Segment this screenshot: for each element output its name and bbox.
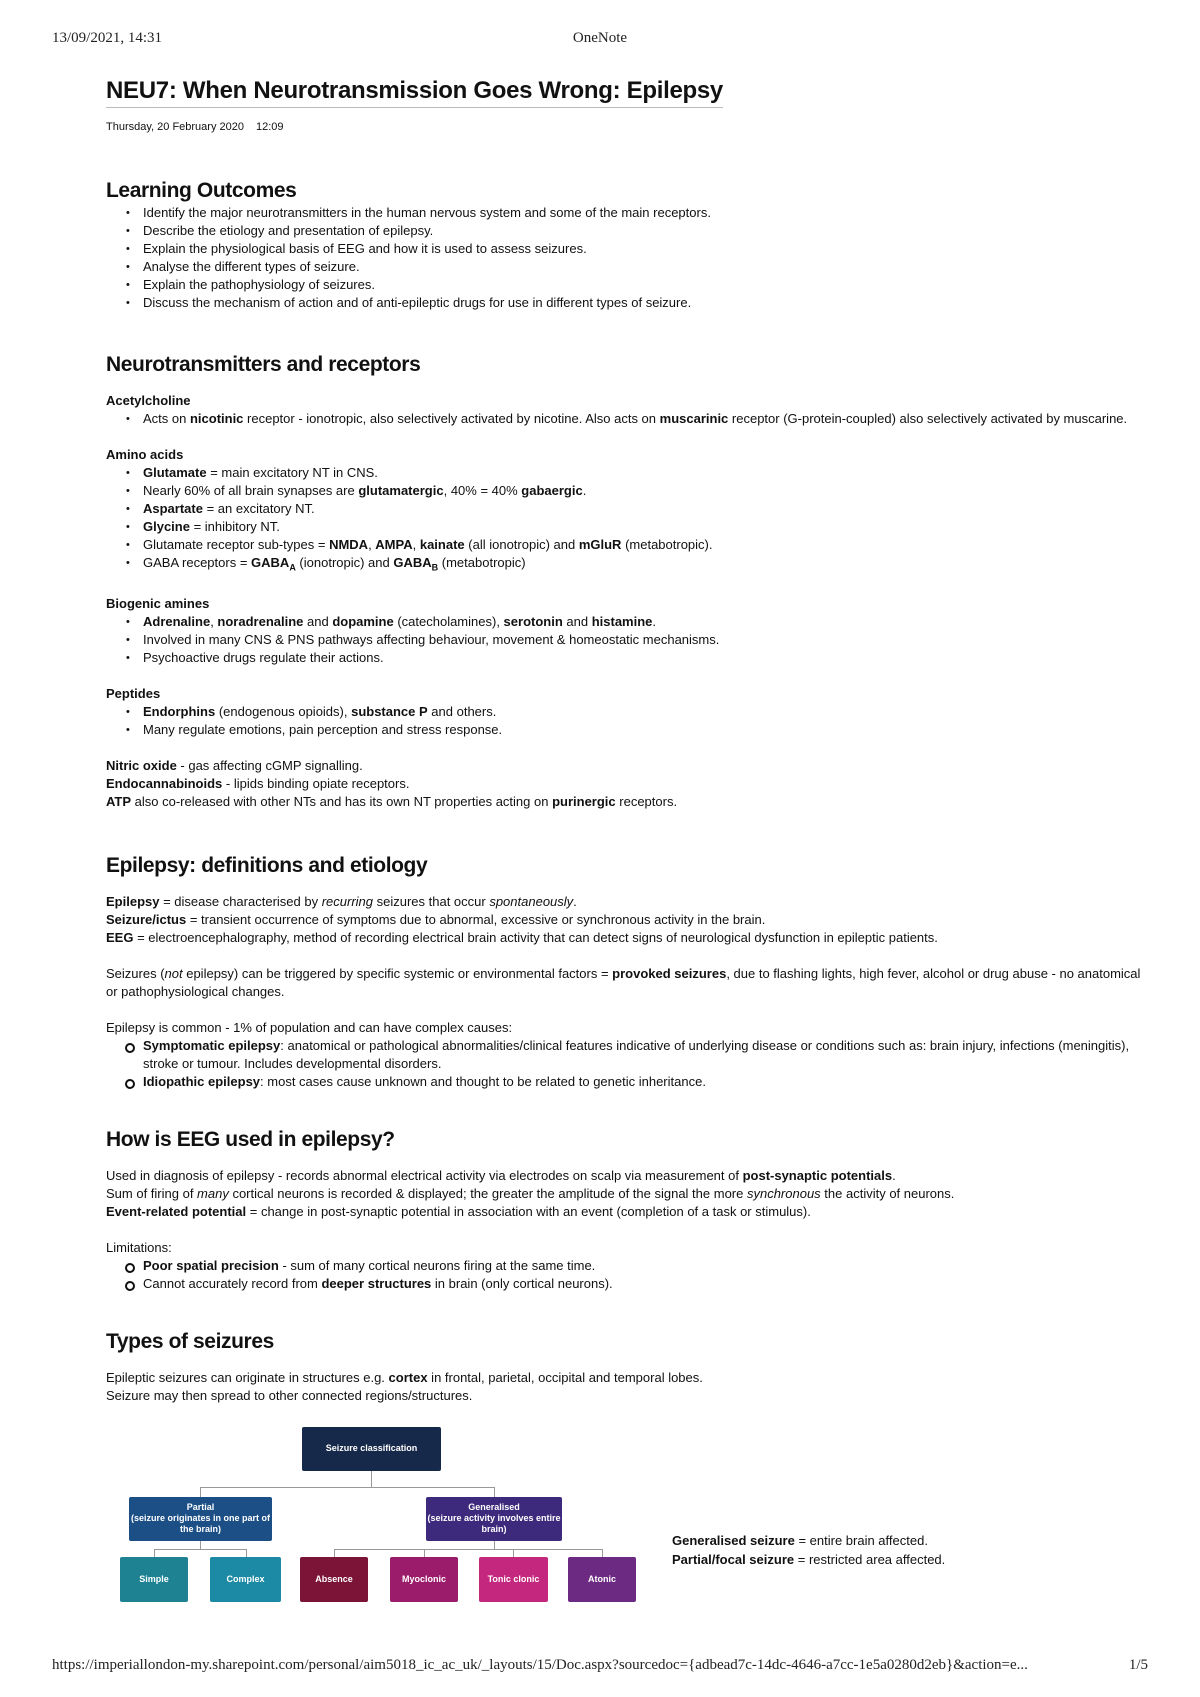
section-heading-types-of-seizures: Types of seizures <box>106 1329 274 1353</box>
connector-line <box>200 1487 201 1497</box>
print-datetime: 13/09/2021, 14:31 <box>52 30 163 46</box>
connector-line <box>513 1549 514 1557</box>
types-line-2: Seizure may then spread to other connected regions/structures. <box>106 1387 473 1403</box>
section-heading-neurotransmitters: Neurotransmitters and receptors <box>106 353 421 376</box>
list-item: • Endorphins (endogenous opioids), substance P and others. <box>143 703 1146 721</box>
page-date <box>106 118 1146 136</box>
seizure-definitions-note <box>672 1531 1092 1569</box>
section-heading-eeg: How is EEG used in epilepsy? <box>106 1127 395 1151</box>
list-item: • Involved in many CNS & PNS pathways affecting behaviour, movement & homeostatic mechanisms. <box>143 631 1146 649</box>
list-item: • Nearly 60% of all brain synapses are glutamatergic, 40% = 40% gabaergic. <box>143 482 1146 500</box>
diagram-node-atonic: Atonic <box>568 1557 636 1602</box>
types-line-1: Epileptic seizures can originate in structures e.g. cortex in frontal, parietal, occipital and temporal lobes. <box>106 1369 703 1385</box>
definition-epilepsy: Epilepsy = disease characterised by recurring seizures that occur spontaneously. <box>106 893 577 909</box>
list-item: • Describe the etiology and presentation of epilepsy. <box>143 222 1146 240</box>
subheading-acetylcholine: Acetylcholine <box>106 393 191 408</box>
definition-eeg: EEG = electroencephalography, method of recording electrical brain activity that can detect signs of neurological dysfunction in epileptic patients. <box>106 929 938 945</box>
atp-line: ATP also co-released with other NTs and has its own NT properties acting on purinergic receptors. <box>106 793 678 809</box>
diagram-node-generalised: Generalised (seizure activity involves entire brain) <box>426 1497 562 1541</box>
subheading-biogenic-amines: Biogenic amines <box>106 595 210 611</box>
diagram-node-partial: Partial (seizure originates in one part of the brain) <box>129 1497 272 1541</box>
generalised-seizure-line: Generalised seizure = entire brain affected. <box>672 1532 928 1548</box>
page-title: NEU7: When Neurotransmission Goes Wrong: Epilepsy <box>106 76 723 108</box>
nitric-oxide-line: Nitric oxide - gas affecting cGMP signalling. <box>106 757 363 773</box>
diagram-node-simple: Simple <box>120 1557 188 1602</box>
list-item: • Many regulate emotions, pain perception and stress response. <box>143 721 1146 739</box>
eeg-line-1: Used in diagnosis of epilepsy - records abnormal electrical activity via electrodes on scalp via measurement of post-synaptic potentials. <box>106 1167 896 1183</box>
list-item: • Discuss the mechanism of action and of anti-epileptic drugs for use in different types of seizure. <box>143 294 1146 312</box>
list-item: Idiopathic epilepsy: most cases cause unknown and thought to be related to genetic inheritance. <box>143 1073 1146 1091</box>
eeg-line-3: Event-related potential = change in post-synaptic potential in association with an event (completion of a task or stimulus). <box>106 1203 811 1219</box>
epilepsy-common-line: Epilepsy is common - 1% of population and can have complex causes: <box>106 1019 513 1035</box>
peptides-list <box>106 703 1146 739</box>
provoked-seizures-paragraph: Seizures (not epilepsy) can be triggered by specific systemic or environmental factors = provoked seizures, due to flashing lights, high fever, alcohol or drug abuse - no anatomical or pathophysiological changes. <box>106 965 1141 999</box>
subheading-peptides: Peptides <box>106 685 161 701</box>
seizure-classification-diagram <box>0 1423 1100 1608</box>
subheading-amino-acids: Amino acids <box>106 447 184 462</box>
print-footer <box>52 1657 1148 1674</box>
diagram-node-absence: Absence <box>300 1557 368 1602</box>
list-item: • Glutamate receptor sub-types = NMDA, AMPA, kainate (all ionotropic) and mGluR (metabotropic). <box>143 536 1146 554</box>
list-item: • GABA receptors = $GABA_A$ (ionotropic) and $GABA_B$ (metabotropic) <box>143 554 1146 577</box>
connector-line <box>200 1487 494 1488</box>
list-item: Cannot accurately record from deeper structures in brain (only cortical neurons). <box>143 1275 1146 1293</box>
endocannabinoids-line: Endocannabinoids - lipids binding opiate receptors. <box>106 775 410 791</box>
connector-line <box>424 1549 425 1557</box>
list-item: • Adrenaline, noradrenaline and dopamine (catecholamines), serotonin and histamine. <box>143 613 1146 631</box>
list-item: • Acts on nicotinic receptor - ionotropic, also selectively activated by nicotine. Also acts on muscarinic receptor (G-protein-coupled) also selectively activated by muscarine. <box>143 410 1146 428</box>
limitations-label: Limitations: <box>106 1239 172 1255</box>
list-item: • Analyse the different types of seizure. <box>143 258 1146 276</box>
epilepsy-causes-list <box>106 1037 1146 1091</box>
diagram-node-complex: Complex <box>210 1557 281 1602</box>
learning-outcomes-list <box>106 204 1146 312</box>
connector-line <box>246 1549 247 1557</box>
connector-line <box>494 1541 495 1549</box>
list-item: Poor spatial precision - sum of many cortical neurons firing at the same time. <box>143 1257 1146 1275</box>
connector-line <box>200 1541 201 1549</box>
list-item: • Aspartate = an excitatory NT. <box>143 500 1146 518</box>
connector-line <box>334 1549 335 1557</box>
connector-line <box>371 1471 372 1487</box>
section-heading-learning-outcomes: Learning Outcomes <box>106 179 297 202</box>
page-date-time: 12:09 <box>255 121 284 133</box>
acetylcholine-list <box>106 410 1146 428</box>
list-item: • Glycine = inhibitory NT. <box>143 518 1146 536</box>
limitations-list <box>106 1257 1146 1293</box>
list-item: • Explain the pathophysiology of seizures. <box>143 276 1146 294</box>
amino-acids-list <box>106 464 1146 577</box>
connector-line <box>602 1549 603 1557</box>
eeg-line-2: Sum of firing of many cortical neurons is recorded & displayed; the greater the amplitude of the signal the more synchronous the activity of neurons. <box>106 1185 955 1201</box>
definition-seizure: Seizure/ictus = transient occurrence of symptoms due to abnormal, excessive or synchronous activity in the brain. <box>106 911 766 927</box>
diagram-node-root: Seizure classification <box>302 1427 441 1471</box>
connector-line <box>494 1487 495 1497</box>
list-item: • Psychoactive drugs regulate their actions. <box>143 649 1146 667</box>
page-date-day: Thursday, 20 February 2020 <box>106 121 244 133</box>
connector-line <box>154 1549 246 1550</box>
connector-line <box>334 1549 602 1550</box>
diagram-node-myoclonic: Myoclonic <box>390 1557 458 1602</box>
page-content <box>106 76 1146 1608</box>
list-item: • Identify the major neurotransmitters in the human nervous system and some of the main receptors. <box>143 204 1146 222</box>
list-item: • Glutamate = main excitatory NT in CNS. <box>143 464 1146 482</box>
connector-line <box>154 1549 155 1557</box>
print-app-name: OneNote <box>572 30 628 46</box>
partial-seizure-line: Partial/focal seizure = restricted area affected. <box>672 1551 946 1567</box>
section-heading-epilepsy: Epilepsy: definitions and etiology <box>106 853 428 877</box>
list-item: Symptomatic epilepsy: anatomical or pathological abnormalities/clinical features indicative of underlying disease or conditions such as: brain injury, infections (meningitis), stroke or tumour. Includes developmental disorders. <box>143 1037 1146 1073</box>
print-header <box>52 30 1148 47</box>
biogenic-amines-list <box>106 613 1146 667</box>
list-item: • Explain the physiological basis of EEG and how it is used to assess seizures. <box>143 240 1146 258</box>
diagram-node-tonic-clonic: Tonic clonic <box>479 1557 548 1602</box>
print-page-number: 1/5 <box>1128 1657 1148 1673</box>
print-url: https://imperiallondon-my.sharepoint.com/personal/aim5018_ic_ac_uk/_layouts/15/Doc.aspx?sourcedoc={adbead7c-14dc-4646-a7cc-1e5a0280d2eb}&action=e... <box>52 1657 1028 1673</box>
